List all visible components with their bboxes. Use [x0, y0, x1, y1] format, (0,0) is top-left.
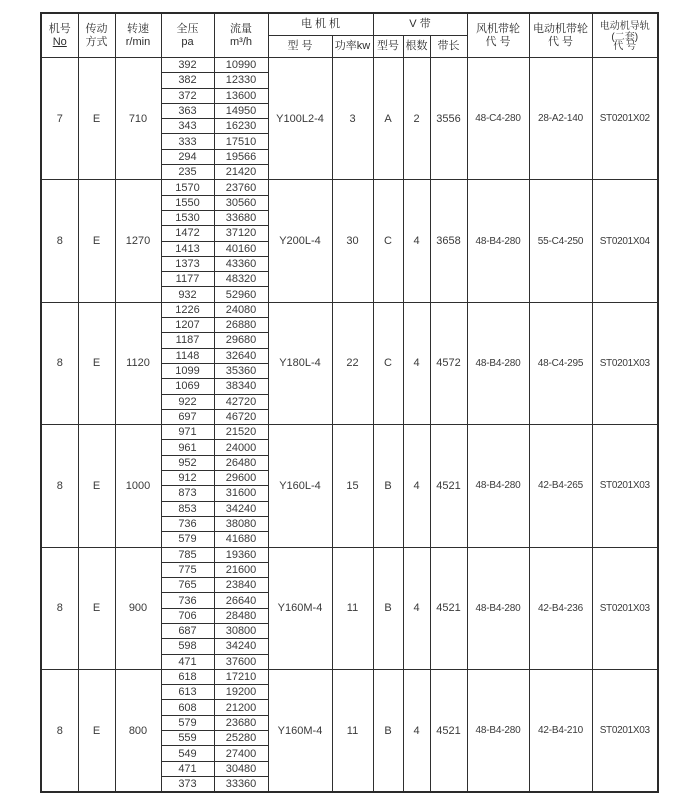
speed-cell: 1000: [115, 425, 161, 547]
vbelt-count-cell: 4: [403, 547, 430, 669]
machine-no-cell: 8: [41, 180, 78, 302]
pressure-cell: 1550: [161, 195, 214, 210]
motor-model-cell: Y160M-4: [268, 547, 332, 669]
machine-no-cell: 8: [41, 302, 78, 424]
vbelt-length-cell: 4572: [430, 302, 467, 424]
flow-cell: 21200: [214, 700, 268, 715]
flow-cell: 19566: [214, 149, 268, 164]
header-motor-group: 电 机 机: [268, 13, 373, 36]
motor-power-cell: 22: [332, 302, 373, 424]
flow-cell: 37120: [214, 226, 268, 241]
vbelt-type-cell: B: [373, 425, 403, 547]
pressure-cell: 1187: [161, 333, 214, 348]
flow-cell: 46720: [214, 409, 268, 424]
motor-pulley-code-cell: 42-B4-236: [529, 547, 592, 669]
flow-cell: 43360: [214, 256, 268, 271]
flow-cell: 25280: [214, 731, 268, 746]
flow-cell: 38340: [214, 379, 268, 394]
pressure-cell: 952: [161, 455, 214, 470]
pressure-cell: 1570: [161, 180, 214, 195]
pressure-cell: 343: [161, 119, 214, 134]
flow-cell: 30560: [214, 195, 268, 210]
vbelt-count-cell: 4: [403, 425, 430, 547]
table-row: [41, 180, 658, 195]
motor-rail-code-cell: ST0201X02: [592, 58, 658, 180]
vbelt-length-cell: 4521: [430, 669, 467, 792]
vbelt-length-cell: 3556: [430, 58, 467, 180]
fan-pulley-code-cell: 48-B4-280: [467, 547, 529, 669]
motor-power-cell: 15: [332, 425, 373, 547]
vbelt-count-cell: 4: [403, 180, 430, 302]
flow-cell: 28480: [214, 608, 268, 623]
header-flow: 流量 m³/h: [214, 13, 268, 58]
machine-no-cell: 8: [41, 669, 78, 792]
flow-cell: 27400: [214, 746, 268, 761]
pressure-cell: 372: [161, 88, 214, 103]
pressure-cell: 1099: [161, 363, 214, 378]
vbelt-type-cell: A: [373, 58, 403, 180]
flow-cell: 30480: [214, 761, 268, 776]
vbelt-length-cell: 4521: [430, 425, 467, 547]
speed-cell: 800: [115, 669, 161, 792]
pressure-cell: 613: [161, 685, 214, 700]
pressure-cell: 471: [161, 761, 214, 776]
speed-cell: 1270: [115, 180, 161, 302]
pressure-cell: 363: [161, 103, 214, 118]
vbelt-count-cell: 2: [403, 58, 430, 180]
motor-power-cell: 11: [332, 547, 373, 669]
pressure-cell: 765: [161, 578, 214, 593]
pressure-cell: 961: [161, 440, 214, 455]
motor-pulley-code-cell: 28-A2-140: [529, 58, 592, 180]
motor-power-cell: 30: [332, 180, 373, 302]
table-row: [41, 669, 658, 684]
flow-cell: 10990: [214, 58, 268, 73]
drive-mode-cell: E: [78, 669, 115, 792]
header-vbelt-count: 根数: [403, 36, 430, 58]
fan-pulley-code-cell: 48-B4-280: [467, 425, 529, 547]
header-machine-no: [41, 13, 78, 58]
drive-mode-cell: E: [78, 425, 115, 547]
motor-pulley-code-cell: 42-B4-265: [529, 425, 592, 547]
header-machine-no-en: No: [52, 35, 67, 48]
machine-no-cell: 8: [41, 547, 78, 669]
pressure-cell: 912: [161, 471, 214, 486]
flow-cell: 32640: [214, 348, 268, 363]
table-row: [41, 58, 658, 73]
pressure-cell: 1207: [161, 318, 214, 333]
flow-cell: 31600: [214, 486, 268, 501]
header-motor-power: 功率kw: [332, 36, 373, 58]
pressure-cell: 1069: [161, 379, 214, 394]
pressure-cell: 922: [161, 394, 214, 409]
pressure-cell: 1177: [161, 272, 214, 287]
fan-pulley-code-cell: 48-B4-280: [467, 669, 529, 792]
flow-cell: 33680: [214, 210, 268, 225]
fan-pulley-code-cell: 48-B4-280: [467, 302, 529, 424]
pressure-cell: 235: [161, 165, 214, 180]
pressure-cell: 736: [161, 516, 214, 531]
flow-cell: 34240: [214, 639, 268, 654]
flow-cell: 26640: [214, 593, 268, 608]
pressure-cell: 579: [161, 532, 214, 547]
machine-no-cell: 7: [41, 58, 78, 180]
motor-rail-code-cell: ST0201X04: [592, 180, 658, 302]
fan-motor-spec-table: [40, 12, 659, 793]
flow-cell: 48320: [214, 272, 268, 287]
flow-cell: 24080: [214, 302, 268, 317]
pressure-cell: 873: [161, 486, 214, 501]
pressure-cell: 382: [161, 73, 214, 88]
motor-rail-code-cell: ST0201X03: [592, 425, 658, 547]
vbelt-length-cell: 3658: [430, 180, 467, 302]
drive-mode-cell: E: [78, 58, 115, 180]
flow-cell: 17510: [214, 134, 268, 149]
flow-cell: 23840: [214, 578, 268, 593]
flow-cell: 42720: [214, 394, 268, 409]
flow-cell: 30800: [214, 623, 268, 638]
flow-cell: 26480: [214, 455, 268, 470]
flow-cell: 24000: [214, 440, 268, 455]
motor-rail-code-cell: ST0201X03: [592, 669, 658, 792]
flow-cell: 21420: [214, 165, 268, 180]
header-vbelt-type: 型号: [373, 36, 403, 58]
flow-cell: 21600: [214, 562, 268, 577]
vbelt-type-cell: B: [373, 547, 403, 669]
drive-mode-cell: E: [78, 180, 115, 302]
motor-pulley-code-cell: 48-C4-295: [529, 302, 592, 424]
motor-rail-code-cell: ST0201X03: [592, 302, 658, 424]
header-vbelt-length: 带长: [430, 36, 467, 58]
flow-cell: 16230: [214, 119, 268, 134]
header-pressure: 全压 pa: [161, 13, 214, 58]
motor-model-cell: Y160M-4: [268, 669, 332, 792]
flow-cell: 38080: [214, 516, 268, 531]
flow-cell: 23760: [214, 180, 268, 195]
flow-cell: 23680: [214, 715, 268, 730]
pressure-cell: 697: [161, 409, 214, 424]
vbelt-type-cell: B: [373, 669, 403, 792]
pressure-cell: 736: [161, 593, 214, 608]
machine-no-cell: 8: [41, 425, 78, 547]
pressure-cell: 1148: [161, 348, 214, 363]
pressure-cell: 1226: [161, 302, 214, 317]
pressure-cell: 559: [161, 731, 214, 746]
drive-mode-cell: E: [78, 547, 115, 669]
flow-cell: 21520: [214, 425, 268, 440]
flow-cell: 37600: [214, 654, 268, 669]
header-fan-pulley: 风机带轮 代 号: [467, 13, 529, 58]
fan-pulley-code-cell: 48-B4-280: [467, 180, 529, 302]
speed-cell: 900: [115, 547, 161, 669]
pressure-cell: 1413: [161, 241, 214, 256]
pressure-cell: 687: [161, 623, 214, 638]
pressure-cell: 373: [161, 776, 214, 792]
flow-cell: 41680: [214, 532, 268, 547]
drive-mode-cell: E: [78, 302, 115, 424]
header-speed: 转速 r/min: [115, 13, 161, 58]
pressure-cell: 608: [161, 700, 214, 715]
header-drive-mode: 传动 方式: [78, 13, 115, 58]
pressure-cell: 598: [161, 639, 214, 654]
vbelt-count-cell: 4: [403, 302, 430, 424]
table-row: [41, 425, 658, 440]
pressure-cell: 1472: [161, 226, 214, 241]
pressure-cell: 1530: [161, 210, 214, 225]
table-row: [41, 302, 658, 317]
flow-cell: 12330: [214, 73, 268, 88]
motor-power-cell: 11: [332, 669, 373, 792]
flow-cell: 19360: [214, 547, 268, 562]
motor-pulley-code-cell: 42-B4-210: [529, 669, 592, 792]
vbelt-length-cell: 4521: [430, 547, 467, 669]
header-motor-rail: 电动机导轨 (二套) 代 号: [592, 13, 658, 58]
header-motor-pulley: 电动机带轮 代 号: [529, 13, 592, 58]
vbelt-type-cell: C: [373, 180, 403, 302]
header-machine-no-cn: 机号: [48, 22, 71, 35]
motor-model-cell: Y160L-4: [268, 425, 332, 547]
table-row: [41, 547, 658, 562]
pressure-cell: 853: [161, 501, 214, 516]
pressure-cell: 932: [161, 287, 214, 302]
flow-cell: 34240: [214, 501, 268, 516]
motor-model-cell: Y200L-4: [268, 180, 332, 302]
motor-rail-code-cell: ST0201X03: [592, 547, 658, 669]
flow-cell: 33360: [214, 776, 268, 792]
flow-cell: 29680: [214, 333, 268, 348]
flow-cell: 17210: [214, 669, 268, 684]
pressure-cell: 1373: [161, 256, 214, 271]
header-motor-model: 型 号: [268, 36, 332, 58]
flow-cell: 35360: [214, 363, 268, 378]
pressure-cell: 785: [161, 547, 214, 562]
pressure-cell: 579: [161, 715, 214, 730]
speed-cell: 710: [115, 58, 161, 180]
motor-model-cell: Y180L-4: [268, 302, 332, 424]
flow-cell: 26880: [214, 318, 268, 333]
pressure-cell: 333: [161, 134, 214, 149]
motor-model-cell: Y100L2-4: [268, 58, 332, 180]
motor-power-cell: 3: [332, 58, 373, 180]
flow-cell: 29600: [214, 471, 268, 486]
pressure-cell: 618: [161, 669, 214, 684]
flow-cell: 19200: [214, 685, 268, 700]
pressure-cell: 706: [161, 608, 214, 623]
pressure-cell: 294: [161, 149, 214, 164]
vbelt-count-cell: 4: [403, 669, 430, 792]
flow-cell: 40160: [214, 241, 268, 256]
header-vbelt-group: V 带: [373, 13, 467, 36]
table-body: [41, 58, 658, 793]
motor-pulley-code-cell: 55-C4-250: [529, 180, 592, 302]
table-header: [41, 13, 658, 58]
vbelt-type-cell: C: [373, 302, 403, 424]
pressure-cell: 471: [161, 654, 214, 669]
flow-cell: 52960: [214, 287, 268, 302]
pressure-cell: 971: [161, 425, 214, 440]
flow-cell: 13600: [214, 88, 268, 103]
pressure-cell: 392: [161, 58, 214, 73]
pressure-cell: 549: [161, 746, 214, 761]
fan-pulley-code-cell: 48-C4-280: [467, 58, 529, 180]
flow-cell: 14950: [214, 103, 268, 118]
speed-cell: 1120: [115, 302, 161, 424]
pressure-cell: 775: [161, 562, 214, 577]
